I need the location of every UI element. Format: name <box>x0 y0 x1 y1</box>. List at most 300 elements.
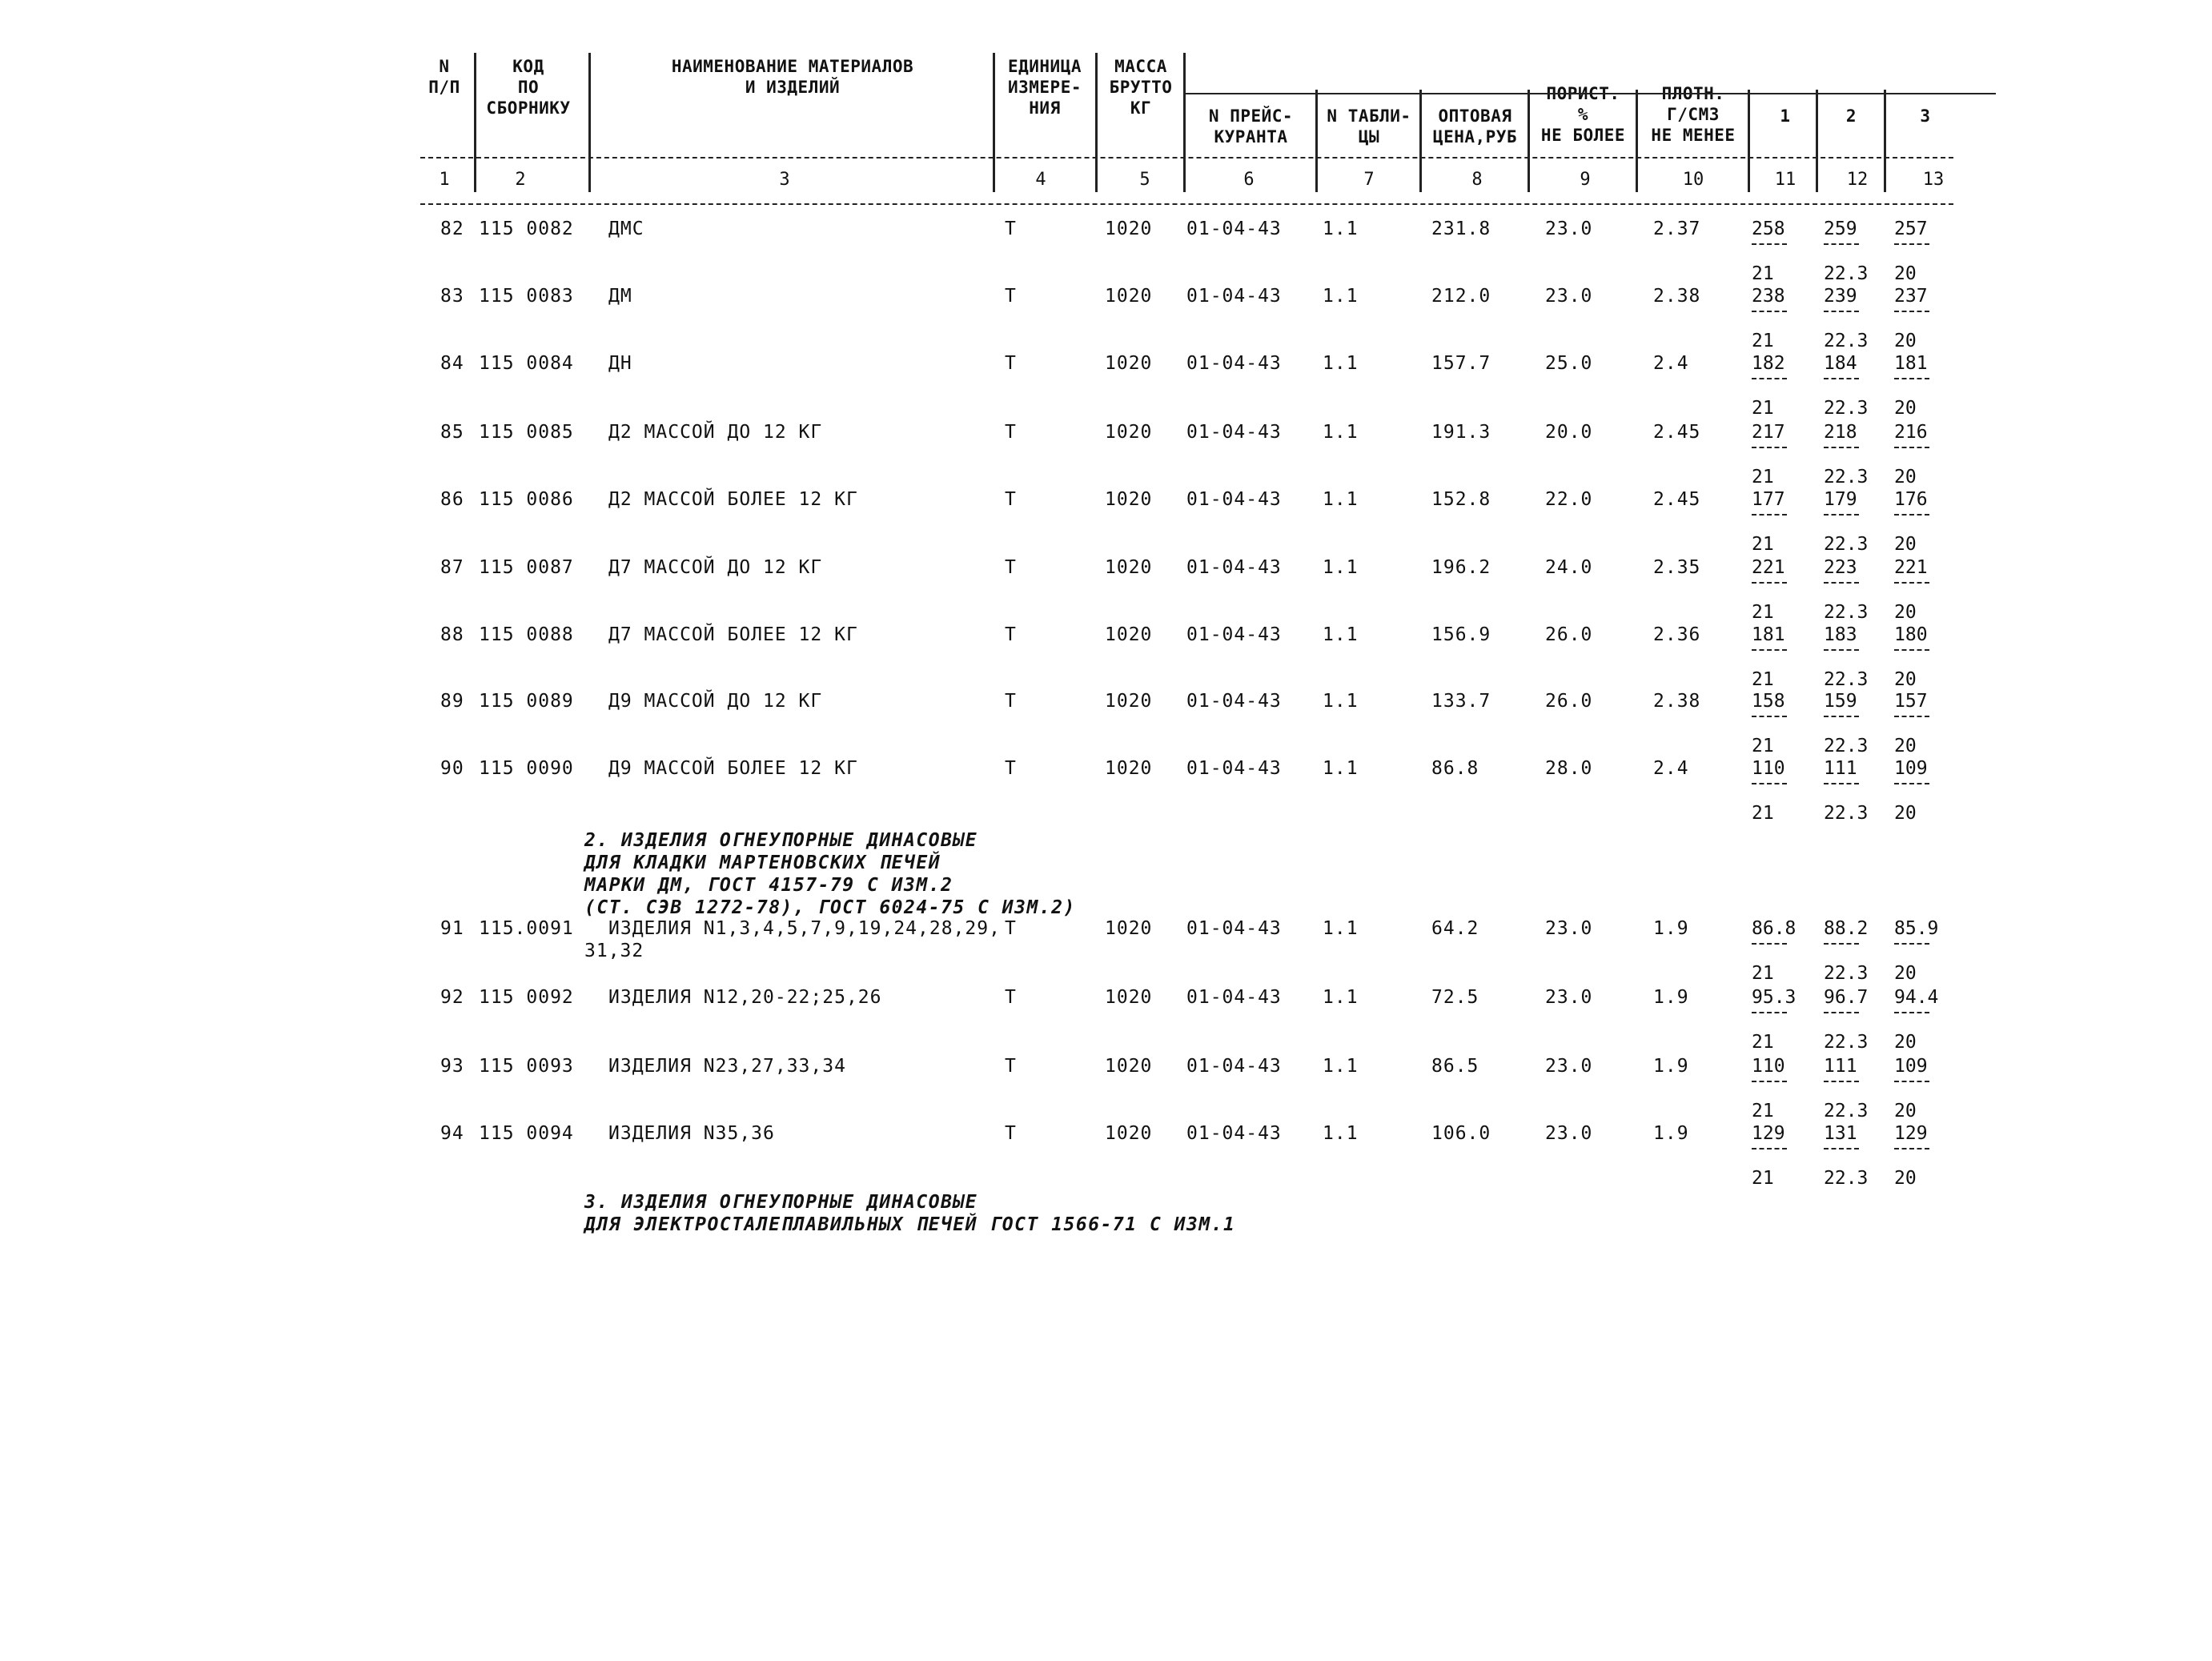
row-87-price: 196.2 <box>1431 557 1491 578</box>
row-92-code: 115 0092 <box>479 987 574 1008</box>
header-divider-4 <box>1095 53 1098 192</box>
header-col3-line-2: И ИЗДЕЛИЙ <box>745 78 841 97</box>
row-91-region-1-price: 86.8 <box>1752 918 1796 939</box>
row-85-price: 191.3 <box>1431 422 1491 443</box>
row-90-region-2-fraction-bar <box>1824 783 1859 784</box>
row-83-number: 83 <box>440 286 464 307</box>
row-93-density: 1.9 <box>1653 1056 1689 1077</box>
row-90-region-3-price: 109 <box>1894 758 1928 779</box>
section-2-heading-line-2: ДЛЯ КЛАДКИ МАРТЕНОВСКИХ ПЕЧЕЙ <box>584 853 941 873</box>
header-col4-line-3: НИЯ <box>1029 98 1061 118</box>
header-col4-line-2: ИЗМЕРЕ- <box>1007 78 1082 97</box>
row-84-region-3-divisor: 20 <box>1894 398 1917 419</box>
row-91-region-2-price: 88.2 <box>1824 918 1869 939</box>
row-88-region-3-price: 180 <box>1894 624 1928 645</box>
row-91-table: 1.1 <box>1323 918 1359 939</box>
header-col2-line-2: ПО <box>517 78 540 97</box>
row-88-region-1-divisor: 21 <box>1752 669 1774 690</box>
row-92-porosity: 23.0 <box>1545 987 1593 1008</box>
row-83-density: 2.38 <box>1653 286 1701 307</box>
row-90-region-2-price: 111 <box>1824 758 1857 779</box>
row-87-region-1-fraction-bar <box>1752 582 1787 584</box>
row-88-region-1-price: 181 <box>1752 624 1785 645</box>
row-87-region-2-fraction-bar <box>1824 582 1859 584</box>
column-number-8: 8 <box>1471 170 1483 190</box>
row-84-region-3-price: 181 <box>1894 353 1928 374</box>
row-91-density: 1.9 <box>1653 918 1689 939</box>
row-88-name: Д7 МАССОЙ БОЛЕЕ 12 КГ <box>608 624 858 645</box>
row-94-name: ИЗДЕЛИЯ N35,36 <box>608 1123 775 1144</box>
section-3-heading-line-2: ДЛЯ ЭЛЕКТРОСТАЛЕПЛАВИЛЬНЫХ ПЕЧЕЙ ГОСТ 1566-71 С ИЗМ.1 <box>584 1214 1236 1235</box>
row-82-region-2-fraction-bar <box>1824 243 1859 245</box>
header-divider-6 <box>1315 90 1318 192</box>
row-84-price: 157.7 <box>1431 353 1491 374</box>
row-94-region-3-divisor: 20 <box>1894 1168 1917 1189</box>
row-83-porosity: 23.0 <box>1545 286 1593 307</box>
row-83-region-2-divisor: 22.3 <box>1824 331 1869 351</box>
row-82-table: 1.1 <box>1323 219 1359 239</box>
row-90-region-1-fraction-bar <box>1752 783 1787 784</box>
row-92-region-1-divisor: 21 <box>1752 1032 1774 1053</box>
row-82-mass: 1020 <box>1105 219 1153 239</box>
row-91-price: 64.2 <box>1431 918 1479 939</box>
row-93-pricelist: 01-04-43 <box>1186 1056 1282 1077</box>
row-84-pricelist: 01-04-43 <box>1186 353 1282 374</box>
row-85-code: 115 0085 <box>479 422 574 443</box>
header-rule-bottom <box>420 157 1953 158</box>
row-86-name: Д2 МАССОЙ БОЛЕЕ 12 КГ <box>608 489 858 510</box>
header-col10-line-3: НЕ МЕНЕЕ <box>1651 126 1736 145</box>
row-92-mass: 1020 <box>1105 987 1153 1008</box>
header-col9-line-1: ПОРИСТ. <box>1546 84 1620 103</box>
row-91-name-cont: 31,32 <box>584 941 644 961</box>
row-83-region-3-price: 237 <box>1894 286 1928 307</box>
header-col5-line-1: МАССА <box>1114 57 1167 76</box>
row-93-region-2-price: 111 <box>1824 1056 1857 1077</box>
row-86-density: 2.45 <box>1653 489 1701 510</box>
header-col10-line-1: ПЛОТН. <box>1661 84 1725 103</box>
row-89-mass: 1020 <box>1105 691 1153 712</box>
row-87-code: 115 0087 <box>479 557 574 578</box>
row-94-unit: Т <box>1005 1123 1017 1144</box>
row-82-porosity: 23.0 <box>1545 219 1593 239</box>
row-88-density: 2.36 <box>1653 624 1701 645</box>
row-88-region-2-price: 183 <box>1824 624 1857 645</box>
row-93-unit: Т <box>1005 1056 1017 1077</box>
row-86-region-3-divisor: 20 <box>1894 534 1917 555</box>
row-89-porosity: 26.0 <box>1545 691 1593 712</box>
row-83-code: 115 0083 <box>479 286 574 307</box>
column-number-9: 9 <box>1580 170 1591 190</box>
header-divider-11 <box>1816 90 1818 192</box>
section-3-heading-line-1: 3. ИЗДЕЛИЯ ОГНЕУПОРНЫЕ ДИНАСОВЫЕ <box>584 1192 978 1213</box>
column-number-1: 1 <box>439 170 450 190</box>
header-divider-10 <box>1748 90 1750 192</box>
row-89-region-3-fraction-bar <box>1894 716 1929 717</box>
row-89-code: 115 0089 <box>479 691 574 712</box>
row-90-region-3-fraction-bar <box>1894 783 1929 784</box>
row-83-unit: Т <box>1005 286 1017 307</box>
row-88-number: 88 <box>440 624 464 645</box>
row-84-region-2-price: 184 <box>1824 353 1857 374</box>
row-88-code: 115 0088 <box>479 624 574 645</box>
row-84-code: 115 0084 <box>479 353 574 374</box>
row-82-code: 115 0082 <box>479 219 574 239</box>
row-87-pricelist: 01-04-43 <box>1186 557 1282 578</box>
row-85-region-1-fraction-bar <box>1752 447 1787 448</box>
header-col3-line-1: НАИМЕНОВАНИЕ МАТЕРИАЛОВ <box>671 57 914 76</box>
row-92-price: 72.5 <box>1431 987 1479 1008</box>
row-92-region-1-fraction-bar <box>1752 1012 1787 1013</box>
row-93-number: 93 <box>440 1056 464 1077</box>
row-83-region-1-price: 238 <box>1752 286 1785 307</box>
row-89-region-2-price: 159 <box>1824 691 1857 712</box>
row-91-code: 115.0091 <box>479 918 574 939</box>
row-82-region-3-price: 257 <box>1894 219 1928 239</box>
row-93-region-3-price: 109 <box>1894 1056 1928 1077</box>
row-82-region-3-divisor: 20 <box>1894 263 1917 284</box>
row-92-density: 1.9 <box>1653 987 1689 1008</box>
row-83-pricelist: 01-04-43 <box>1186 286 1282 307</box>
header-divider-5 <box>1183 53 1186 192</box>
row-86-region-3-price: 176 <box>1894 489 1928 510</box>
row-82-region-1-fraction-bar <box>1752 243 1787 245</box>
header-divider-9 <box>1636 90 1638 192</box>
row-86-pricelist: 01-04-43 <box>1186 489 1282 510</box>
row-91-region-1-fraction-bar <box>1752 943 1787 945</box>
row-84-density: 2.4 <box>1653 353 1689 374</box>
header-col5-line-2: БРУТТО <box>1109 78 1173 97</box>
row-88-region-1-fraction-bar <box>1752 649 1787 651</box>
row-87-region-2-price: 223 <box>1824 557 1857 578</box>
header-divider-7 <box>1419 90 1422 192</box>
row-91-region-3-fraction-bar <box>1894 943 1929 945</box>
row-90-region-3-divisor: 20 <box>1894 803 1917 824</box>
row-86-unit: Т <box>1005 489 1017 510</box>
header-col5-line-3: КГ <box>1130 98 1152 118</box>
row-94-region-2-divisor: 22.3 <box>1824 1168 1869 1189</box>
row-89-pricelist: 01-04-43 <box>1186 691 1282 712</box>
header-col6-line-2: КУРАНТА <box>1214 127 1288 146</box>
column-number-2: 2 <box>515 170 526 190</box>
row-82-name: ДМС <box>608 219 644 239</box>
row-91-number: 91 <box>440 918 464 939</box>
row-89-table: 1.1 <box>1323 691 1359 712</box>
row-85-porosity: 20.0 <box>1545 422 1593 443</box>
row-87-region-1-divisor: 21 <box>1752 602 1774 623</box>
row-90-name: Д9 МАССОЙ БОЛЕЕ 12 КГ <box>608 758 858 779</box>
header-col4-line-1: ЕДИНИЦА <box>1007 57 1082 76</box>
row-93-table: 1.1 <box>1323 1056 1359 1077</box>
row-94-price: 106.0 <box>1431 1123 1491 1144</box>
row-94-region-3-fraction-bar <box>1894 1148 1929 1149</box>
row-86-region-2-fraction-bar <box>1824 514 1859 516</box>
row-92-region-2-price: 96.7 <box>1824 987 1869 1008</box>
row-93-region-2-fraction-bar <box>1824 1081 1859 1082</box>
row-89-unit: Т <box>1005 691 1017 712</box>
row-88-region-2-divisor: 22.3 <box>1824 669 1869 690</box>
row-88-unit: Т <box>1005 624 1017 645</box>
header-divider-8 <box>1528 90 1530 192</box>
row-89-region-2-fraction-bar <box>1824 716 1859 717</box>
header-divider-1 <box>474 53 476 192</box>
row-94-region-1-fraction-bar <box>1752 1148 1787 1149</box>
row-85-region-3-price: 216 <box>1894 422 1928 443</box>
row-92-table: 1.1 <box>1323 987 1359 1008</box>
row-89-region-1-price: 158 <box>1752 691 1785 712</box>
header-col2-line-3: СБОРНИКУ <box>486 98 571 118</box>
header-divider-12 <box>1884 90 1886 192</box>
row-90-density: 2.4 <box>1653 758 1689 779</box>
header-col6-line-1: N ПРЕЙС- <box>1208 106 1294 126</box>
row-89-number: 89 <box>440 691 464 712</box>
row-84-number: 84 <box>440 353 464 374</box>
row-90-unit: Т <box>1005 758 1017 779</box>
row-84-region-3-fraction-bar <box>1894 378 1929 379</box>
row-86-region-2-price: 179 <box>1824 489 1857 510</box>
row-84-region-1-price: 182 <box>1752 353 1785 374</box>
row-91-region-3-divisor: 20 <box>1894 963 1917 984</box>
row-93-region-2-divisor: 22.3 <box>1824 1101 1869 1121</box>
row-93-region-1-price: 110 <box>1752 1056 1785 1077</box>
row-83-mass: 1020 <box>1105 286 1153 307</box>
row-85-region-2-divisor: 22.3 <box>1824 467 1869 487</box>
row-93-price: 86.5 <box>1431 1056 1479 1077</box>
row-82-pricelist: 01-04-43 <box>1186 219 1282 239</box>
header-col7-line-2: ЦЫ <box>1358 127 1380 146</box>
header-col12: 2 <box>1845 106 1857 126</box>
row-88-mass: 1020 <box>1105 624 1153 645</box>
row-92-pricelist: 01-04-43 <box>1186 987 1282 1008</box>
row-94-table: 1.1 <box>1323 1123 1359 1144</box>
row-92-region-3-price: 94.4 <box>1894 987 1939 1008</box>
header-subrule <box>1183 93 1996 94</box>
row-92-region-3-divisor: 20 <box>1894 1032 1917 1053</box>
row-86-table: 1.1 <box>1323 489 1359 510</box>
row-89-region-3-price: 157 <box>1894 691 1928 712</box>
row-86-region-2-divisor: 22.3 <box>1824 534 1869 555</box>
row-90-region-2-divisor: 22.3 <box>1824 803 1869 824</box>
row-85-unit: Т <box>1005 422 1017 443</box>
row-83-region-1-divisor: 21 <box>1752 331 1774 351</box>
column-number-10: 10 <box>1682 170 1704 190</box>
row-91-region-2-divisor: 22.3 <box>1824 963 1869 984</box>
column-number-12: 12 <box>1846 170 1869 190</box>
row-93-name: ИЗДЕЛИЯ N23,27,33,34 <box>608 1056 846 1077</box>
row-94-density: 1.9 <box>1653 1123 1689 1144</box>
row-84-region-1-fraction-bar <box>1752 378 1787 379</box>
row-84-table: 1.1 <box>1323 353 1359 374</box>
row-92-region-1-price: 95.3 <box>1752 987 1796 1008</box>
row-87-region-1-price: 221 <box>1752 557 1785 578</box>
header-col8-line-1: ОПТОВАЯ <box>1438 106 1512 126</box>
row-94-region-2-fraction-bar <box>1824 1148 1859 1149</box>
column-number-3: 3 <box>779 170 790 190</box>
row-85-region-1-price: 217 <box>1752 422 1785 443</box>
row-82-unit: Т <box>1005 219 1017 239</box>
row-94-region-3-price: 129 <box>1894 1123 1928 1144</box>
row-82-region-2-divisor: 22.3 <box>1824 263 1869 284</box>
row-91-region-1-divisor: 21 <box>1752 963 1774 984</box>
header-divider-3 <box>993 53 995 192</box>
column-number-11: 11 <box>1774 170 1796 190</box>
row-85-table: 1.1 <box>1323 422 1359 443</box>
row-93-region-3-divisor: 20 <box>1894 1101 1917 1121</box>
row-92-region-2-fraction-bar <box>1824 1012 1859 1013</box>
row-91-porosity: 23.0 <box>1545 918 1593 939</box>
header-col9-line-3: НЕ БОЛЕЕ <box>1540 126 1626 145</box>
row-87-name: Д7 МАССОЙ ДО 12 КГ <box>608 557 823 578</box>
row-88-region-3-divisor: 20 <box>1894 669 1917 690</box>
row-86-porosity: 22.0 <box>1545 489 1593 510</box>
row-92-region-2-divisor: 22.3 <box>1824 1032 1869 1053</box>
row-89-density: 2.38 <box>1653 691 1701 712</box>
row-90-table: 1.1 <box>1323 758 1359 779</box>
row-84-region-1-divisor: 21 <box>1752 398 1774 419</box>
row-93-code: 115 0093 <box>479 1056 574 1077</box>
row-84-mass: 1020 <box>1105 353 1153 374</box>
row-88-porosity: 26.0 <box>1545 624 1593 645</box>
row-94-region-2-price: 131 <box>1824 1123 1857 1144</box>
row-91-region-2-fraction-bar <box>1824 943 1859 945</box>
row-82-region-1-price: 258 <box>1752 219 1785 239</box>
header-col2-line-1: КОД <box>512 57 544 76</box>
row-90-number: 90 <box>440 758 464 779</box>
row-90-region-1-price: 110 <box>1752 758 1785 779</box>
row-83-region-2-fraction-bar <box>1824 311 1859 312</box>
row-94-pricelist: 01-04-43 <box>1186 1123 1282 1144</box>
row-83-name: ДМ <box>608 286 632 307</box>
row-88-region-2-fraction-bar <box>1824 649 1859 651</box>
row-85-density: 2.45 <box>1653 422 1701 443</box>
row-94-porosity: 23.0 <box>1545 1123 1593 1144</box>
row-85-number: 85 <box>440 422 464 443</box>
row-83-region-2-price: 239 <box>1824 286 1857 307</box>
row-89-name: Д9 МАССОЙ ДО 12 КГ <box>608 691 823 712</box>
header-col10-line-2: Г/СМ3 <box>1667 105 1720 124</box>
row-89-region-1-fraction-bar <box>1752 716 1787 717</box>
row-87-table: 1.1 <box>1323 557 1359 578</box>
header-divider-2 <box>588 53 591 192</box>
row-83-price: 212.0 <box>1431 286 1491 307</box>
row-88-pricelist: 01-04-43 <box>1186 624 1282 645</box>
row-92-unit: Т <box>1005 987 1017 1008</box>
row-92-name: ИЗДЕЛИЯ N12,20-22;25,26 <box>608 987 882 1008</box>
row-94-mass: 1020 <box>1105 1123 1153 1144</box>
row-87-region-2-divisor: 22.3 <box>1824 602 1869 623</box>
row-87-region-3-divisor: 20 <box>1894 602 1917 623</box>
row-87-density: 2.35 <box>1653 557 1701 578</box>
row-84-name: ДН <box>608 353 632 374</box>
row-82-number: 82 <box>440 219 464 239</box>
row-92-number: 92 <box>440 987 464 1008</box>
row-85-region-3-fraction-bar <box>1894 447 1929 448</box>
row-82-density: 2.37 <box>1653 219 1701 239</box>
row-91-unit: Т <box>1005 918 1017 939</box>
column-number-7: 7 <box>1363 170 1375 190</box>
column-number-5: 5 <box>1139 170 1150 190</box>
row-82-price: 231.8 <box>1431 219 1491 239</box>
row-86-price: 152.8 <box>1431 489 1491 510</box>
row-89-region-3-divisor: 20 <box>1894 736 1917 756</box>
row-89-region-1-divisor: 21 <box>1752 736 1774 756</box>
row-86-region-1-divisor: 21 <box>1752 534 1774 555</box>
column-number-rule <box>420 203 1953 205</box>
row-87-number: 87 <box>440 557 464 578</box>
row-90-mass: 1020 <box>1105 758 1153 779</box>
row-84-region-2-divisor: 22.3 <box>1824 398 1869 419</box>
row-82-region-2-price: 259 <box>1824 219 1857 239</box>
row-89-price: 133.7 <box>1431 691 1491 712</box>
header-col11: 1 <box>1780 106 1791 126</box>
row-91-name: ИЗДЕЛИЯ N1,3,4,5,7,9,19,24,28,29, <box>608 918 1001 939</box>
row-86-code: 115 0086 <box>479 489 574 510</box>
header-col1-line-2: П/П <box>428 78 460 97</box>
row-88-price: 156.9 <box>1431 624 1491 645</box>
header-col8-line-2: ЦЕНА,РУБ <box>1432 127 1518 146</box>
row-94-code: 115 0094 <box>479 1123 574 1144</box>
row-91-pricelist: 01-04-43 <box>1186 918 1282 939</box>
row-87-mass: 1020 <box>1105 557 1153 578</box>
row-94-number: 94 <box>440 1123 464 1144</box>
row-87-porosity: 24.0 <box>1545 557 1593 578</box>
row-86-region-1-price: 177 <box>1752 489 1785 510</box>
row-93-region-1-fraction-bar <box>1752 1081 1787 1082</box>
row-85-region-2-fraction-bar <box>1824 447 1859 448</box>
row-90-pricelist: 01-04-43 <box>1186 758 1282 779</box>
row-93-region-3-fraction-bar <box>1894 1081 1929 1082</box>
row-84-unit: Т <box>1005 353 1017 374</box>
row-82-region-3-fraction-bar <box>1894 243 1929 245</box>
section-2-heading-line-3: МАРКИ ДМ, ГОСТ 4157-79 С ИЗМ.2 <box>584 875 953 896</box>
row-85-region-2-price: 218 <box>1824 422 1857 443</box>
column-number-6: 6 <box>1243 170 1255 190</box>
row-89-region-2-divisor: 22.3 <box>1824 736 1869 756</box>
row-85-region-3-divisor: 20 <box>1894 467 1917 487</box>
row-82-region-1-divisor: 21 <box>1752 263 1774 284</box>
row-87-region-3-fraction-bar <box>1894 582 1929 584</box>
row-88-region-3-fraction-bar <box>1894 649 1929 651</box>
row-90-code: 115 0090 <box>479 758 574 779</box>
header-col7-line-1: N ТАБЛИ- <box>1327 106 1411 126</box>
row-90-porosity: 28.0 <box>1545 758 1593 779</box>
row-90-region-1-divisor: 21 <box>1752 803 1774 824</box>
header-col13: 3 <box>1920 106 1931 126</box>
row-91-mass: 1020 <box>1105 918 1153 939</box>
row-83-region-1-fraction-bar <box>1752 311 1787 312</box>
column-number-4: 4 <box>1035 170 1046 190</box>
header-col1-line-1: N <box>439 57 450 76</box>
section-2-heading-line-1: 2. ИЗДЕЛИЯ ОГНЕУПОРНЫЕ ДИНАСОВЫЕ <box>584 830 978 851</box>
row-87-unit: Т <box>1005 557 1017 578</box>
row-93-mass: 1020 <box>1105 1056 1153 1077</box>
row-83-table: 1.1 <box>1323 286 1359 307</box>
row-91-region-3-price: 85.9 <box>1894 918 1939 939</box>
row-84-porosity: 25.0 <box>1545 353 1593 374</box>
row-94-region-1-divisor: 21 <box>1752 1168 1774 1189</box>
row-85-region-1-divisor: 21 <box>1752 467 1774 487</box>
row-86-mass: 1020 <box>1105 489 1153 510</box>
row-93-region-1-divisor: 21 <box>1752 1101 1774 1121</box>
row-84-region-2-fraction-bar <box>1824 378 1859 379</box>
row-85-mass: 1020 <box>1105 422 1153 443</box>
row-86-region-3-fraction-bar <box>1894 514 1929 516</box>
row-83-region-3-fraction-bar <box>1894 311 1929 312</box>
row-86-number: 86 <box>440 489 464 510</box>
row-85-pricelist: 01-04-43 <box>1186 422 1282 443</box>
row-90-price: 86.8 <box>1431 758 1479 779</box>
section-2-heading-line-4: (СТ. СЭВ 1272-78), ГОСТ 6024-75 С ИЗМ.2) <box>584 897 1076 918</box>
